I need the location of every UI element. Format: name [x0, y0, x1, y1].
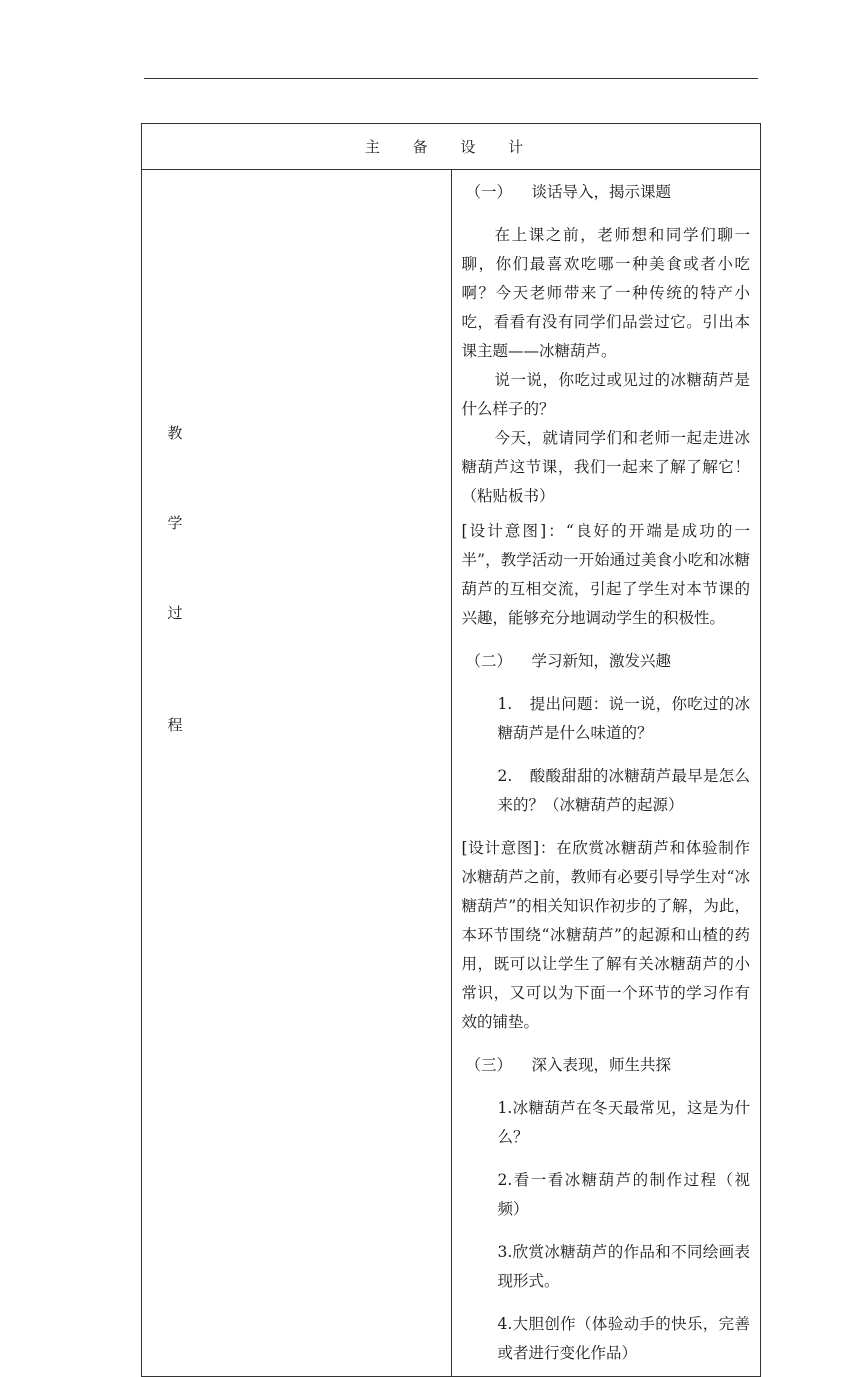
section-title: 学习新知，激发兴趣: [531, 652, 672, 670]
side-label-char: 过: [167, 604, 183, 622]
list-item: 4.大胆创作（体验动手的快乐，完善或者进行变化作品）: [497, 1315, 750, 1362]
paragraph: 在上课之前，老师想和同学们聊一聊，你们最喜欢吃哪一种美食或者小吃啊？今天老师带来了一种传统的特产小吃，看看有没有同学们品尝过它。引出本课主题——冰糖葫芦。: [461, 226, 750, 360]
section-heading: [462, 1051, 751, 1080]
section-number: （一）: [465, 183, 513, 201]
list-item: [462, 762, 751, 820]
paragraph: 今天，就请同学们和老师一起走进冰糖葫芦这节课，我们一起来了解了解它！（粘贴板书）: [461, 429, 750, 505]
list-item-number: 2.: [497, 767, 513, 785]
list-item-number: 1.: [497, 695, 513, 713]
section-title: 谈话导入，揭示课题: [531, 183, 672, 201]
paragraph: 说一说，你吃过或见过的冰糖葫芦是什么样子的？: [461, 371, 750, 418]
side-label-char: 学: [167, 514, 183, 532]
list-item: [462, 690, 751, 748]
page-header-rule: [144, 78, 758, 79]
list-item: 2.看一看冰糖葫芦的制作过程（视频）: [497, 1171, 750, 1218]
list-item: 1.冰糖葫芦在冬天最常见，这是为什么？: [497, 1099, 750, 1146]
table-title: 主 备 设 计: [142, 124, 761, 170]
list-item-text: 提出问题：说一说，你吃过的冰糖葫芦是什么味道的？: [497, 695, 750, 742]
lesson-design-table: [141, 123, 761, 1377]
content-cell: [451, 170, 761, 1377]
section-title: 深入表现，师生共探: [531, 1056, 672, 1074]
section-heading: [462, 647, 751, 676]
section-number: （二）: [465, 652, 513, 670]
list-item: 3.欣赏冰糖葫芦的作品和不同绘画表现形式。: [497, 1243, 750, 1290]
design-intent: [设计意图]：“良好的开端是成功的一半”，教学活动一开始通过美食小吃和冰糖葫芦的互相交流，引起了学生对本节课的兴趣，能够充分地调动学生的积极性。: [461, 522, 750, 627]
side-label-char: 程: [167, 716, 183, 734]
side-label-char: 教: [167, 424, 183, 442]
section-number: （三）: [465, 1056, 513, 1074]
list-item-text: 酸酸甜甜的冰糖葫芦最早是怎么来的？（冰糖葫芦的起源）: [497, 767, 750, 814]
side-label-cell: [142, 170, 452, 1377]
section-heading: [462, 178, 751, 207]
design-intent: [设计意图]：在欣赏冰糖葫芦和体验制作冰糖葫芦之前，教师有必要引导学生对“冰糖葫芦”的相关知识作初步的了解，为此，本环节围绕“冰糖葫芦”的起源和山楂的药用，既可以让学生了解有关冰糖葫芦的小常识，又可以为下面一个环节的学习作有效的铺垫。: [461, 839, 750, 1031]
